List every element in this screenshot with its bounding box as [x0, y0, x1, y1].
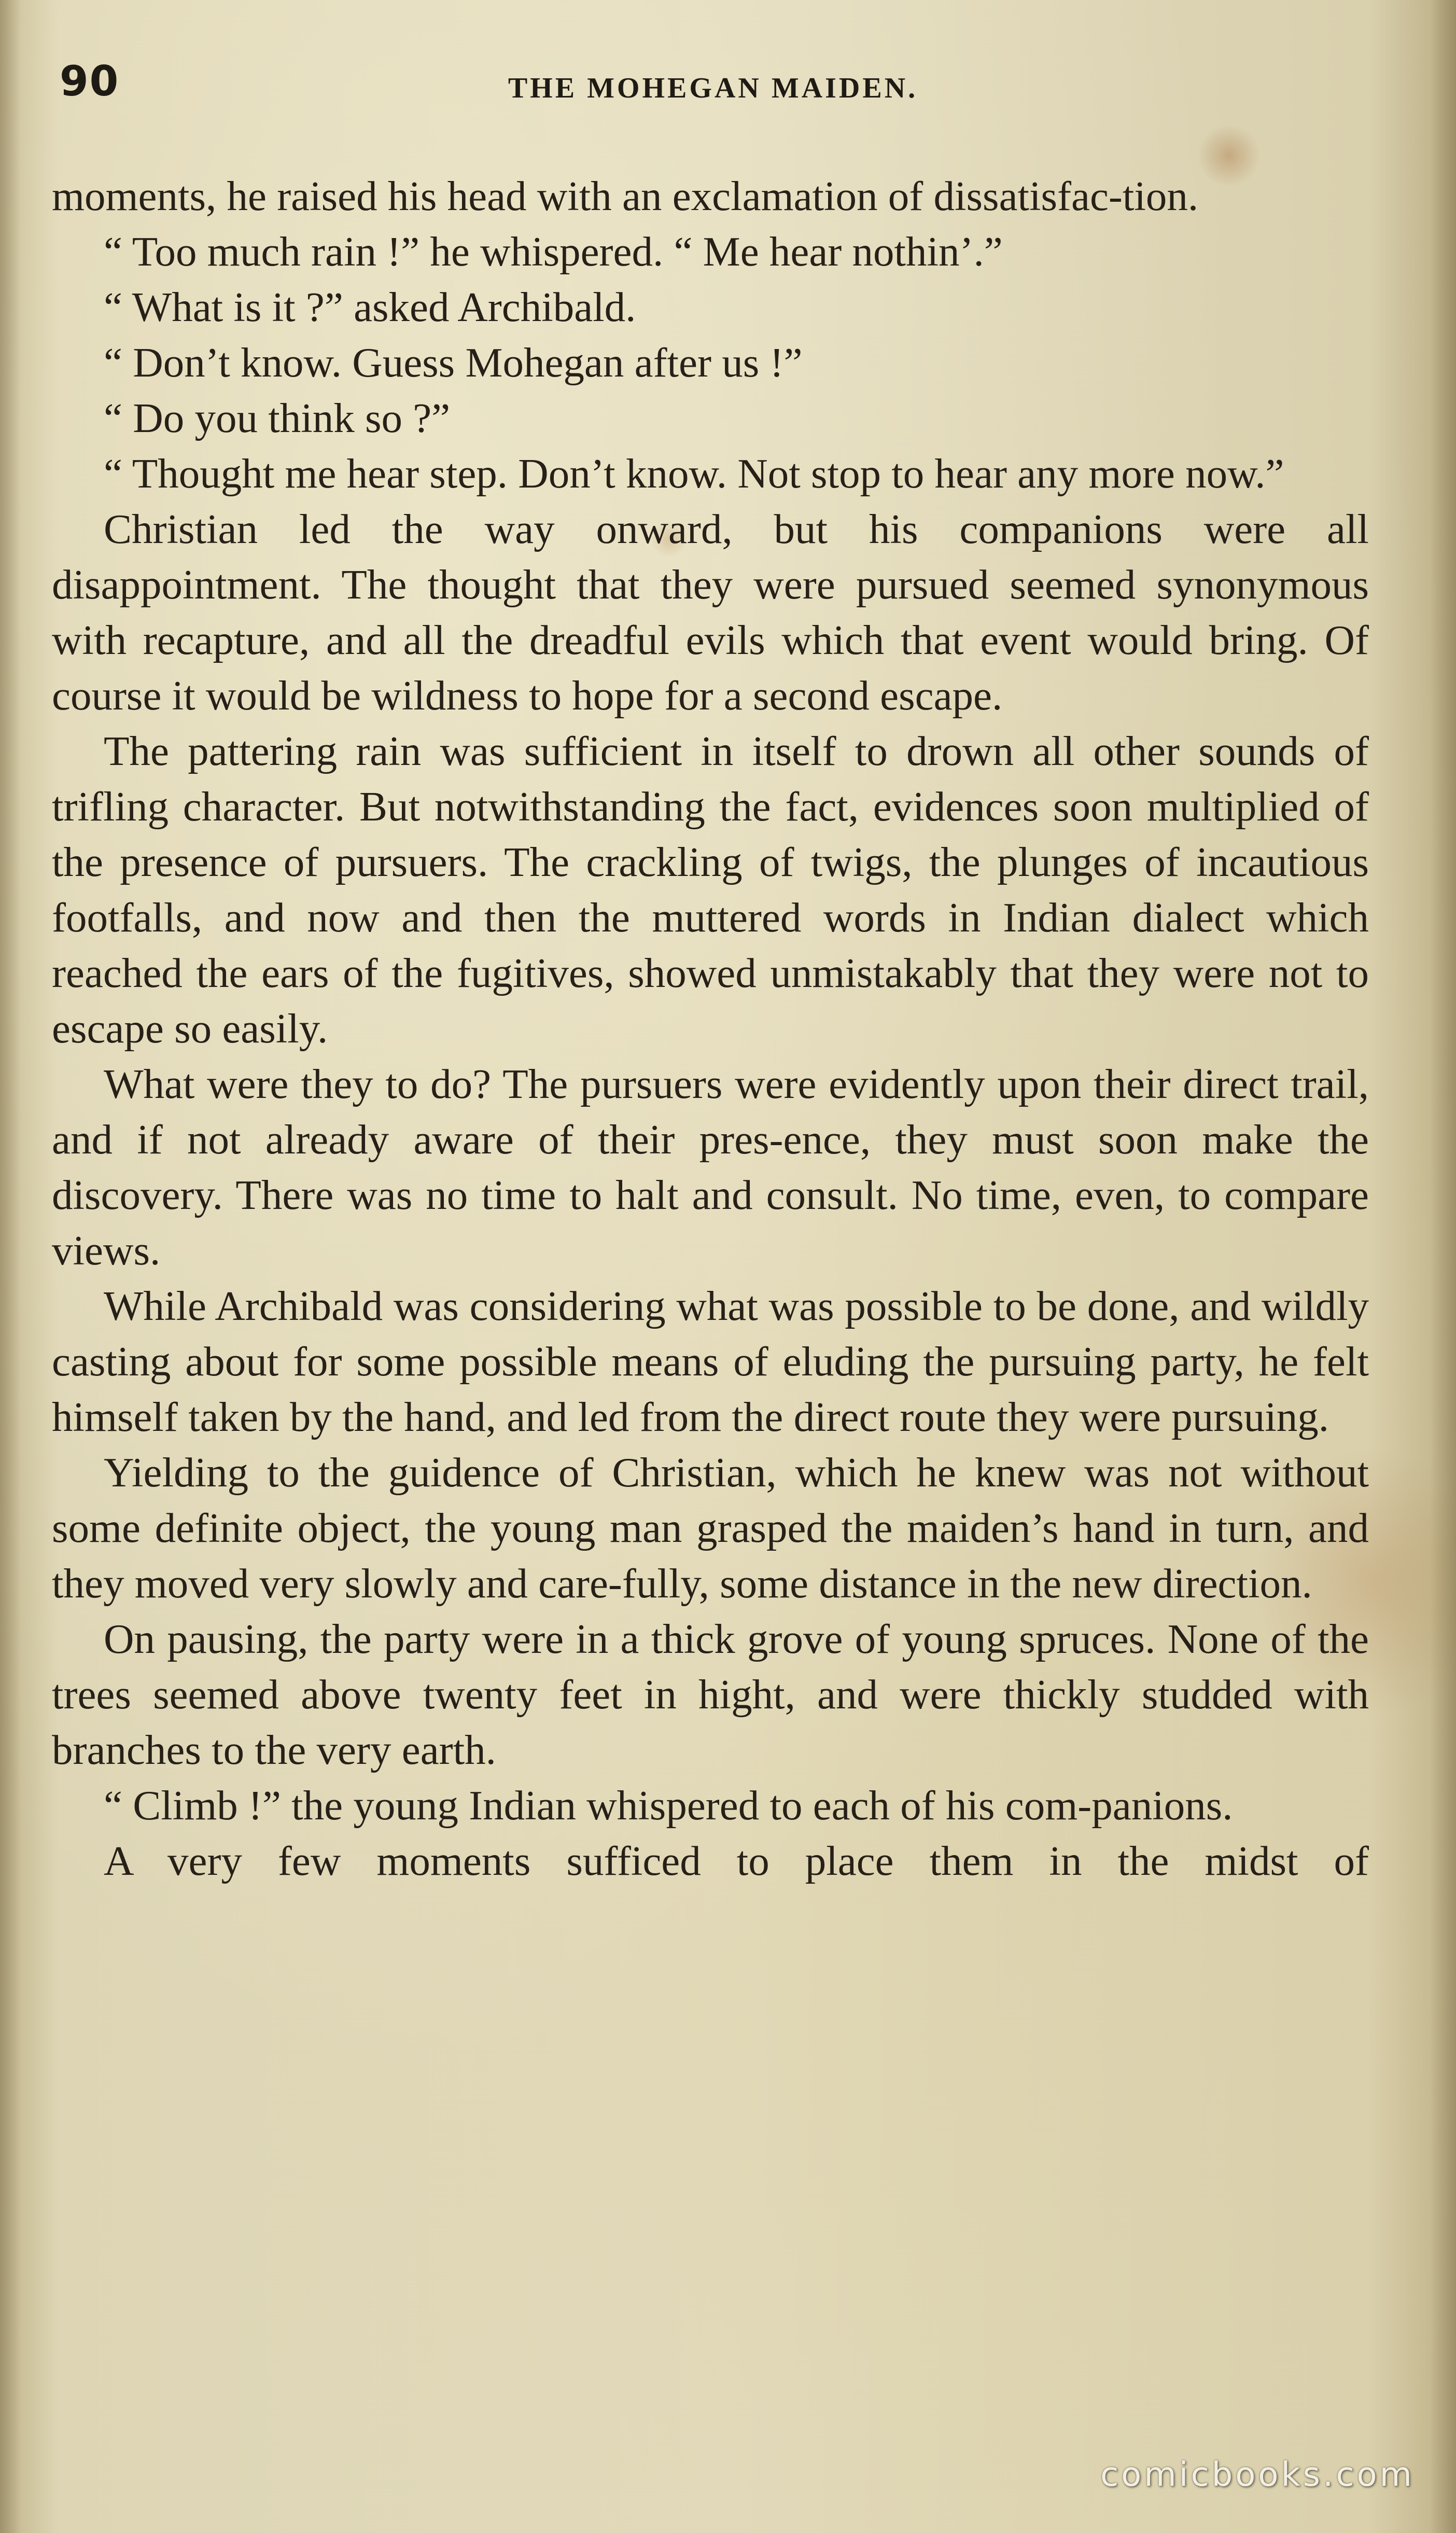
paragraph: Yielding to the guidence of Christian, which he knew was not without some definite object, the young man grasped the maiden’s hand in turn, and they moved very slowly and care-fully, some distance in the new direction. — [52, 1449, 1369, 1607]
paragraph: A very few moments sufficed to place them in the midst of — [104, 1838, 1369, 1884]
page-edge-shadow-right — [1430, 0, 1456, 2533]
paragraph: “ Climb !” the young Indian whispered to each of his com-panions. — [104, 1782, 1233, 1829]
paragraph: What were they to do? The pursuers were evidently upon their direct trail, and if not already aware of their pres-ence, they must soon make the discovery. There was no time to halt and consult. No time, even, to compare views. — [52, 1061, 1369, 1274]
page-number: 90 — [60, 57, 120, 105]
paragraph: “ Too much rain !” he whispered. “ Me hear nothin’.” — [104, 228, 1003, 275]
paragraph: The pattering rain was sufficient in itself to drown all other sounds of trifling character. But notwithstanding the fact, evidences soon multiplied of the presence of pursuers. The crackling of twigs, the plunges of incautious footfalls, and now and then the muttered words in Indian dialect which reached the ears of the fugitives, showed unmistakably that they were not to escape so easily. — [52, 728, 1369, 1052]
page-header — [60, 57, 1366, 114]
paragraph: moments, he raised his head with an exclamation of dissatisfac-tion. — [52, 173, 1199, 219]
paragraph: “ Don’t know. Guess Mohegan after us !” — [104, 339, 803, 386]
paragraph: Christian led the way onward, but his companions were all disappointment. The thought that they were pursued seemed synonymous with recapture, and all the dreadful evils which that event would bring. Of course it would be wildness to hope for a second escape. — [52, 506, 1369, 719]
page-edge-shadow-left — [0, 0, 21, 2533]
paragraph: “ Thought me hear step. Don’t know. Not stop to hear any more now.” — [104, 450, 1284, 497]
paragraph: While Archibald was considering what was possible to be done, and wildly casting about for some possible means of eluding the pursuing party, he felt himself taken by the hand, and led from the direct route they were pursuing. — [52, 1283, 1369, 1440]
paragraph: “ What is it ?” asked Archibald. — [104, 284, 636, 330]
watermark: comicbooks.com — [1100, 2456, 1415, 2494]
body-text — [52, 169, 1369, 1889]
paragraph: On pausing, the party were in a thick grove of young spruces. None of the trees seemed above twenty feet in hight, and were thickly studded with branches to the very earth. — [52, 1616, 1369, 1773]
paragraph: “ Do you think so ?” — [104, 395, 451, 441]
running-head: THE MOHEGAN MAIDEN. — [508, 72, 918, 104]
